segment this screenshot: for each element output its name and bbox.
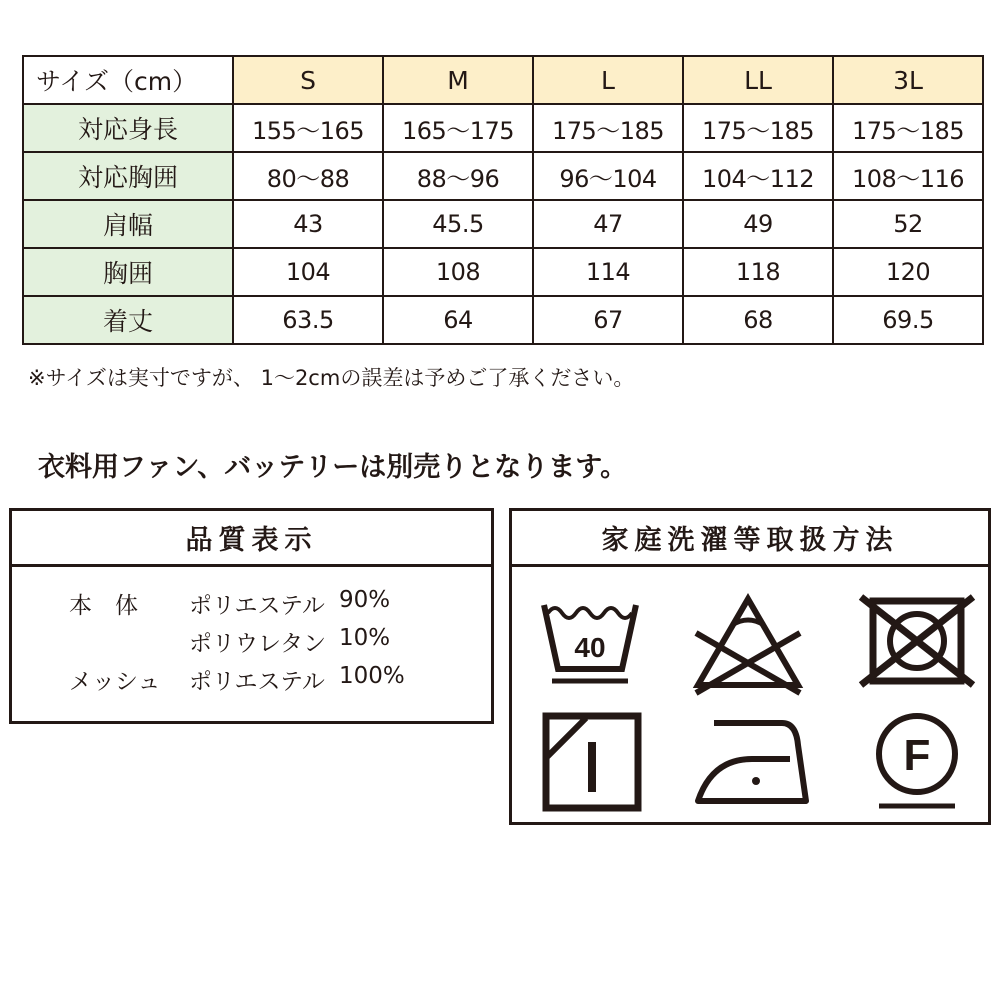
table-cell: 69.5 xyxy=(833,296,983,344)
dry-clean-letter: F xyxy=(903,731,931,780)
table-cell: 64 xyxy=(383,296,533,344)
table-cell: 80〜88 xyxy=(233,152,383,200)
quality-percent: 90% xyxy=(339,587,391,613)
quality-title: 品質表示 xyxy=(12,511,491,567)
row-label: 胸囲 xyxy=(23,248,233,296)
iron-low-icon xyxy=(692,715,812,811)
dry-clean-f-icon xyxy=(867,710,967,814)
table-row xyxy=(23,200,983,248)
table-cell: 165〜175 xyxy=(383,104,533,152)
table-cell: 175〜185 xyxy=(683,104,833,152)
no-bleach-icon xyxy=(690,593,806,697)
size-header-row xyxy=(23,56,983,104)
care-instructions-box xyxy=(509,508,991,825)
table-cell: 155〜165 xyxy=(233,104,383,152)
line-dry-shade-icon xyxy=(542,712,642,812)
quality-material: ポリエステル xyxy=(189,669,325,695)
size-header-label: サイズ（cm） xyxy=(23,56,233,104)
quality-part: 本 体 xyxy=(69,593,138,619)
quality-percent: 100% xyxy=(339,663,405,689)
quality-part: メッシュ xyxy=(69,669,161,695)
table-cell: 68 xyxy=(683,296,833,344)
quality-label-box xyxy=(9,508,494,724)
care-icons xyxy=(512,567,988,822)
quality-row xyxy=(12,587,491,625)
size-table xyxy=(22,55,984,345)
care-title: 家庭洗濯等取扱方法 xyxy=(512,511,988,567)
table-cell: 120 xyxy=(833,248,983,296)
table-cell: 88〜96 xyxy=(383,152,533,200)
table-cell: 67 xyxy=(533,296,683,344)
quality-row xyxy=(12,625,491,663)
row-label: 着丈 xyxy=(23,296,233,344)
sold-separately-notice: 衣料用ファン、バッテリーは別売りとなります。 xyxy=(38,452,628,483)
row-label: 対応身長 xyxy=(23,104,233,152)
size-s: S xyxy=(233,56,383,104)
table-cell: 96〜104 xyxy=(533,152,683,200)
table-cell: 45.5 xyxy=(383,200,533,248)
table-cell: 175〜185 xyxy=(533,104,683,152)
quality-material: ポリエステル xyxy=(189,593,325,619)
table-cell: 43 xyxy=(233,200,383,248)
quality-rows xyxy=(12,587,491,701)
table-row xyxy=(23,104,983,152)
table-cell: 63.5 xyxy=(233,296,383,344)
quality-material: ポリウレタン xyxy=(189,631,327,657)
size-l: L xyxy=(533,56,683,104)
table-cell: 114 xyxy=(533,248,683,296)
table-row xyxy=(23,296,983,344)
size-m: M xyxy=(383,56,533,104)
table-cell: 49 xyxy=(683,200,833,248)
table-cell: 104 xyxy=(233,248,383,296)
table-cell: 108〜116 xyxy=(833,152,983,200)
table-cell: 175〜185 xyxy=(833,104,983,152)
table-cell: 118 xyxy=(683,248,833,296)
no-tumble-dry-icon xyxy=(857,593,977,689)
table-cell: 108 xyxy=(383,248,533,296)
table-row xyxy=(23,248,983,296)
quality-percent: 10% xyxy=(339,625,391,651)
table-row xyxy=(23,152,983,200)
size-ll: LL xyxy=(683,56,833,104)
quality-row xyxy=(12,663,491,701)
table-cell: 47 xyxy=(533,200,683,248)
table-cell: 52 xyxy=(833,200,983,248)
row-label: 対応胸囲 xyxy=(23,152,233,200)
wash-tub-40-icon xyxy=(540,597,640,687)
size-3l: 3L xyxy=(833,56,983,104)
table-cell: 104〜112 xyxy=(683,152,833,200)
row-label: 肩幅 xyxy=(23,200,233,248)
size-note: ※サイズは実寸ですが、 1〜2cmの誤差は予めご了承ください。 xyxy=(28,366,635,390)
wash-temperature: 40 xyxy=(574,632,606,663)
